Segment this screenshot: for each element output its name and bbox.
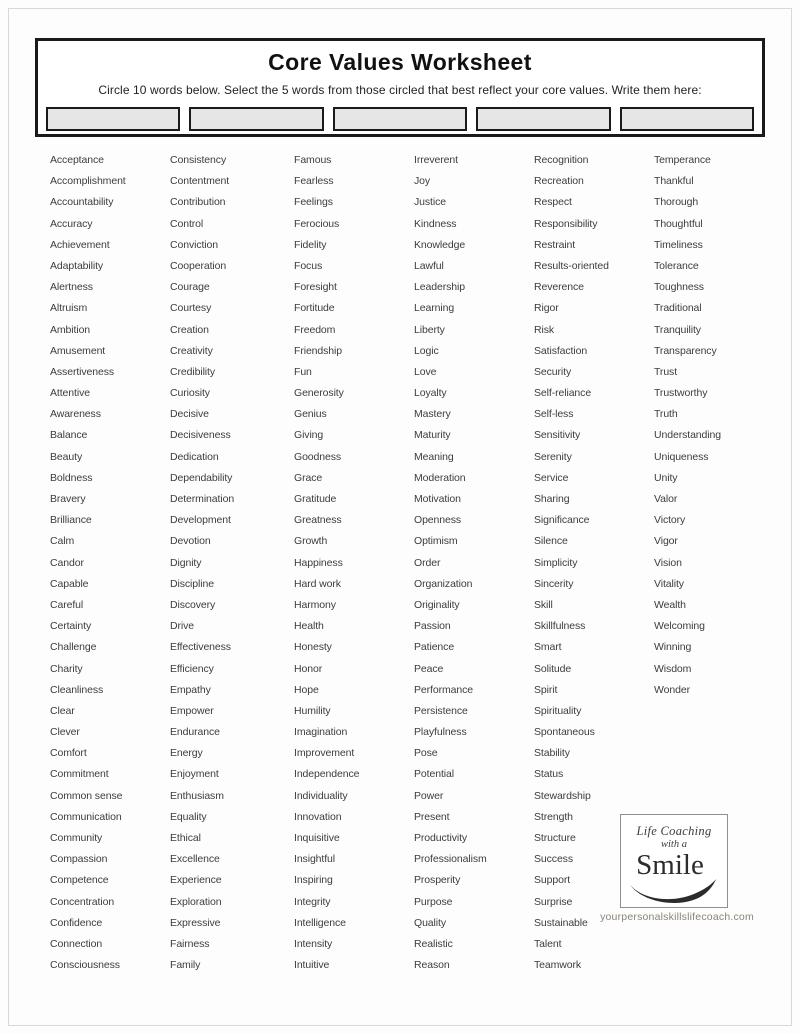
value-word: Vision [654, 556, 682, 569]
value-word: Openness [414, 514, 462, 527]
value-word: Drive [170, 620, 195, 633]
value-word: Justice [414, 196, 446, 209]
value-word: Gratitude [294, 493, 337, 505]
value-word: Altruism [50, 302, 88, 315]
value-word: Productivity [414, 832, 468, 844]
core-value-blank-1[interactable] [46, 107, 180, 131]
value-word: Support [534, 874, 571, 887]
value-word: Status [534, 768, 564, 781]
value-word: Candor [50, 556, 84, 569]
value-word: Genius [294, 408, 327, 421]
value-word: Calm [50, 535, 75, 548]
value-word: Accuracy [50, 217, 93, 230]
value-word: Imagination [294, 726, 348, 739]
value-word: Temperance [654, 154, 711, 166]
value-word: Brilliance [50, 514, 92, 527]
value-word: Spontaneous [534, 726, 595, 739]
value-word: Boldness [50, 471, 93, 484]
value-word: Freedom [294, 323, 336, 336]
value-word: Credibility [170, 365, 215, 378]
value-word: Moderation [414, 471, 466, 484]
value-word: Commitment [50, 768, 109, 781]
value-word: Happiness [294, 556, 343, 569]
value-word: Dependability [170, 471, 233, 484]
value-word: Determination [170, 493, 235, 505]
value-word: Focus [294, 259, 323, 272]
value-word: Fortitude [294, 302, 335, 315]
value-word: Hard work [294, 577, 341, 590]
value-word: Decisiveness [170, 429, 231, 442]
page-title: Core Values Worksheet [268, 49, 532, 75]
website-url: yourpersonalskillslifecoach.com [600, 911, 754, 923]
value-word: Experience [170, 874, 222, 887]
value-word: Unity [654, 471, 678, 484]
value-word: Courage [170, 281, 210, 294]
value-word: Lawful [414, 259, 444, 272]
value-word: Spirituality [534, 704, 582, 717]
value-word: Equality [170, 810, 207, 823]
value-word: Enjoyment [170, 768, 219, 781]
value-word: Discipline [170, 577, 214, 590]
value-word: Concentration [50, 895, 115, 908]
value-word: Results-oriented [534, 259, 609, 272]
logo-box [620, 814, 728, 908]
value-word: Timeliness [654, 238, 703, 251]
value-word: Tolerance [654, 259, 699, 272]
value-word: Creation [170, 323, 209, 336]
value-word: Control [170, 217, 204, 230]
value-word: Sharing [534, 493, 570, 505]
instruction-text: Circle 10 words below. Select the 5 words from those circled that best reflect your core values. Write them here: [98, 83, 702, 97]
value-word: Wonder [654, 683, 690, 696]
value-word: Recreation [534, 175, 584, 188]
value-word: Winning [654, 641, 692, 654]
value-word: Thoughtful [654, 217, 703, 230]
value-word: Improvement [294, 747, 355, 760]
value-word: Family [170, 959, 201, 972]
header-box [35, 38, 765, 137]
value-word: Restraint [534, 238, 576, 251]
value-word: Individuality [294, 789, 348, 802]
value-word: Insightful [294, 853, 336, 866]
value-word: Loyalty [414, 387, 447, 400]
value-word: Friendship [294, 344, 343, 357]
value-word: Challenge [50, 641, 97, 654]
value-word: Significance [534, 514, 590, 527]
value-word: Integrity [294, 895, 331, 908]
value-word: Independence [294, 768, 360, 781]
value-word: Self-less [534, 408, 574, 421]
word-column-2 [170, 150, 288, 976]
value-word: Playfulness [414, 726, 467, 739]
logo-smile-text: Smile [636, 849, 704, 881]
value-word: Giving [294, 429, 324, 442]
value-word: Alertness [50, 281, 93, 294]
value-word: Health [294, 620, 324, 633]
value-word: Fidelity [294, 238, 327, 251]
value-word: Curiosity [170, 387, 210, 400]
value-word: Discovery [170, 598, 216, 611]
value-word: Courtesy [170, 302, 212, 315]
value-word: Serenity [534, 450, 572, 463]
value-word: Fun [294, 365, 312, 378]
value-word: Stewardship [534, 789, 591, 802]
value-word: Mastery [414, 408, 451, 421]
value-word: Peace [414, 662, 444, 675]
word-column-1 [50, 150, 168, 976]
value-word: Realistic [414, 937, 453, 950]
value-word: Kindness [414, 217, 457, 230]
value-word: Contentment [170, 175, 230, 188]
value-word: Clear [50, 704, 75, 717]
value-word: Persistence [414, 704, 468, 717]
value-word: Empathy [170, 683, 211, 696]
value-word: Welcoming [654, 620, 705, 633]
value-word: Intelligence [294, 916, 346, 929]
word-column-4 [414, 150, 532, 976]
value-word: Intuitive [294, 959, 330, 972]
value-word: Rigor [534, 302, 559, 315]
value-word: Excellence [170, 853, 220, 866]
value-word: Knowledge [414, 238, 466, 251]
value-word: Consciousness [50, 959, 120, 972]
value-word: Attentive [50, 387, 90, 400]
value-word: Communication [50, 810, 122, 823]
value-word: Wealth [654, 598, 686, 611]
value-word: Enthusiasm [170, 789, 224, 802]
value-word: Careful [50, 598, 84, 611]
value-word: Bravery [50, 493, 86, 505]
value-word: Inspiring [294, 874, 333, 887]
value-word: Hope [294, 683, 319, 696]
value-word: Meaning [414, 450, 454, 463]
value-word: Leadership [414, 281, 465, 294]
value-word: Liberty [414, 323, 445, 336]
value-word: Fearless [294, 175, 334, 188]
value-word: Respect [534, 196, 572, 209]
value-word: Understanding [654, 429, 721, 442]
value-word: Spirit [534, 683, 558, 696]
value-word: Dedication [170, 450, 219, 463]
value-word: Awareness [50, 408, 101, 421]
value-word: Performance [414, 683, 474, 696]
value-word: Efficiency [170, 662, 214, 675]
blank-row [46, 107, 754, 131]
value-word: Capable [50, 577, 89, 590]
value-word: Generosity [294, 387, 344, 400]
value-word: Satisfaction [534, 344, 588, 357]
value-word: Dignity [170, 556, 202, 569]
value-word: Innovation [294, 810, 342, 823]
value-word: Skill [534, 598, 553, 611]
value-word: Empower [170, 704, 214, 717]
value-word: Endurance [170, 726, 220, 739]
value-word: Trustworthy [654, 387, 708, 400]
value-word: Vigor [654, 535, 678, 548]
value-word: Energy [170, 747, 203, 760]
value-word: Devotion [170, 535, 211, 548]
value-word: Comfort [50, 747, 87, 760]
value-word: Joy [414, 175, 431, 188]
value-word: Thankful [654, 175, 694, 188]
value-word: Teamwork [534, 959, 582, 972]
value-word: Conviction [170, 238, 219, 251]
value-word: Risk [534, 323, 555, 336]
value-word: Irreverent [414, 154, 458, 166]
value-word: Ambition [50, 323, 91, 336]
smile-curve-icon [626, 879, 724, 903]
value-word: Contribution [170, 196, 226, 209]
value-word: Skillfulness [534, 620, 586, 633]
value-word: Reason [414, 959, 450, 972]
value-word: Intensity [294, 937, 333, 950]
value-word: Grace [294, 471, 323, 484]
value-word: Compassion [50, 853, 108, 866]
value-word: Potential [414, 768, 454, 781]
value-word: Famous [294, 154, 332, 166]
value-word: Reverence [534, 281, 584, 294]
value-word: Creativity [170, 344, 213, 357]
value-word: Adaptability [50, 259, 104, 272]
value-word: Exploration [170, 895, 222, 908]
value-word: Logic [414, 344, 439, 357]
value-word: Smart [534, 641, 562, 654]
value-word: Competence [50, 874, 109, 887]
value-word: Assertiveness [50, 365, 115, 378]
value-word: Patience [414, 641, 455, 654]
value-word: Quality [414, 916, 446, 929]
value-word: Vitality [654, 577, 684, 590]
value-word: Security [534, 365, 572, 378]
value-word: Balance [50, 429, 88, 442]
value-word: Decisive [170, 408, 209, 421]
value-word: Feelings [294, 196, 333, 209]
logo-script-line2: with a [661, 839, 687, 850]
core-value-blank-5[interactable] [620, 107, 754, 131]
value-word: Organization [414, 577, 473, 590]
value-word: Inquisitive [294, 832, 340, 844]
value-word: Stability [534, 747, 570, 760]
value-word: Learning [414, 302, 455, 315]
value-word: Sustainable [534, 916, 588, 929]
value-word: Common sense [50, 789, 123, 802]
value-word: Achievement [50, 238, 110, 251]
value-word: Ethical [170, 832, 201, 844]
value-word: Originality [414, 598, 460, 611]
value-word: Connection [50, 937, 103, 950]
value-word: Foresight [294, 281, 337, 294]
value-word: Valor [654, 493, 678, 505]
value-word: Pose [414, 747, 438, 760]
value-word: Sincerity [534, 577, 574, 590]
value-word: Expressive [170, 916, 221, 929]
value-word: Talent [534, 937, 562, 950]
value-word: Charity [50, 662, 83, 675]
value-word: Truth [654, 408, 678, 421]
value-word: Victory [654, 514, 686, 527]
value-word: Goodness [294, 450, 342, 463]
core-value-blank-2[interactable] [189, 107, 323, 131]
value-word: Strength [534, 810, 573, 823]
value-word: Confidence [50, 916, 103, 929]
value-word: Solitude [534, 662, 572, 675]
value-word: Purpose [414, 895, 453, 908]
value-word: Tranquility [654, 323, 701, 336]
value-word: Accountability [50, 196, 114, 209]
value-word: Uniqueness [654, 450, 709, 463]
value-word: Development [170, 514, 231, 527]
value-word: Cooperation [170, 259, 227, 272]
logo-script-line1: Life Coaching [636, 824, 712, 838]
value-word: Surprise [534, 895, 573, 908]
value-word: Amusement [50, 344, 106, 357]
value-word: Optimism [414, 535, 458, 548]
value-word: Maturity [414, 429, 451, 442]
core-value-blank-3[interactable] [333, 107, 467, 131]
value-word: Transparency [654, 344, 717, 357]
value-word: Silence [534, 535, 568, 548]
value-word: Beauty [50, 450, 83, 463]
value-word: Trust [654, 365, 678, 378]
value-word: Effectiveness [170, 641, 231, 654]
value-word: Certainty [50, 620, 92, 633]
value-word: Success [534, 853, 573, 866]
value-word: Fairness [170, 937, 210, 950]
word-column-3 [294, 150, 412, 976]
value-word: Greatness [294, 514, 342, 527]
value-word: Cleanliness [50, 683, 104, 696]
value-word: Harmony [294, 598, 336, 611]
value-word: Present [414, 810, 450, 823]
value-word: Humility [294, 704, 331, 717]
value-word: Structure [534, 832, 576, 844]
value-word: Acceptance [50, 154, 104, 166]
value-word: Traditional [654, 302, 702, 315]
value-word: Simplicity [534, 556, 578, 569]
value-word: Prosperity [414, 874, 461, 887]
core-value-blank-4[interactable] [476, 107, 610, 131]
value-word: Toughness [654, 281, 704, 294]
value-word: Growth [294, 535, 328, 548]
value-word: Community [50, 832, 103, 844]
value-word: Consistency [170, 154, 227, 166]
value-word: Accomplishment [50, 175, 126, 188]
value-word: Professionalism [414, 853, 487, 866]
value-word: Service [534, 471, 569, 484]
value-word: Order [414, 556, 441, 569]
value-word: Sensitivity [534, 429, 581, 442]
value-word: Recognition [534, 154, 589, 166]
value-word: Wisdom [654, 662, 692, 675]
value-word: Honesty [294, 641, 332, 654]
value-word: Passion [414, 620, 451, 633]
value-word: Thorough [654, 196, 699, 209]
value-word: Honor [294, 662, 323, 675]
word-column-6 [654, 150, 772, 701]
value-word: Love [414, 365, 437, 378]
value-word: Motivation [414, 493, 461, 505]
value-word: Ferocious [294, 217, 340, 230]
value-word: Self-reliance [534, 387, 592, 400]
value-word: Clever [50, 726, 80, 739]
value-word: Responsibility [534, 217, 598, 230]
value-word: Power [414, 789, 444, 802]
